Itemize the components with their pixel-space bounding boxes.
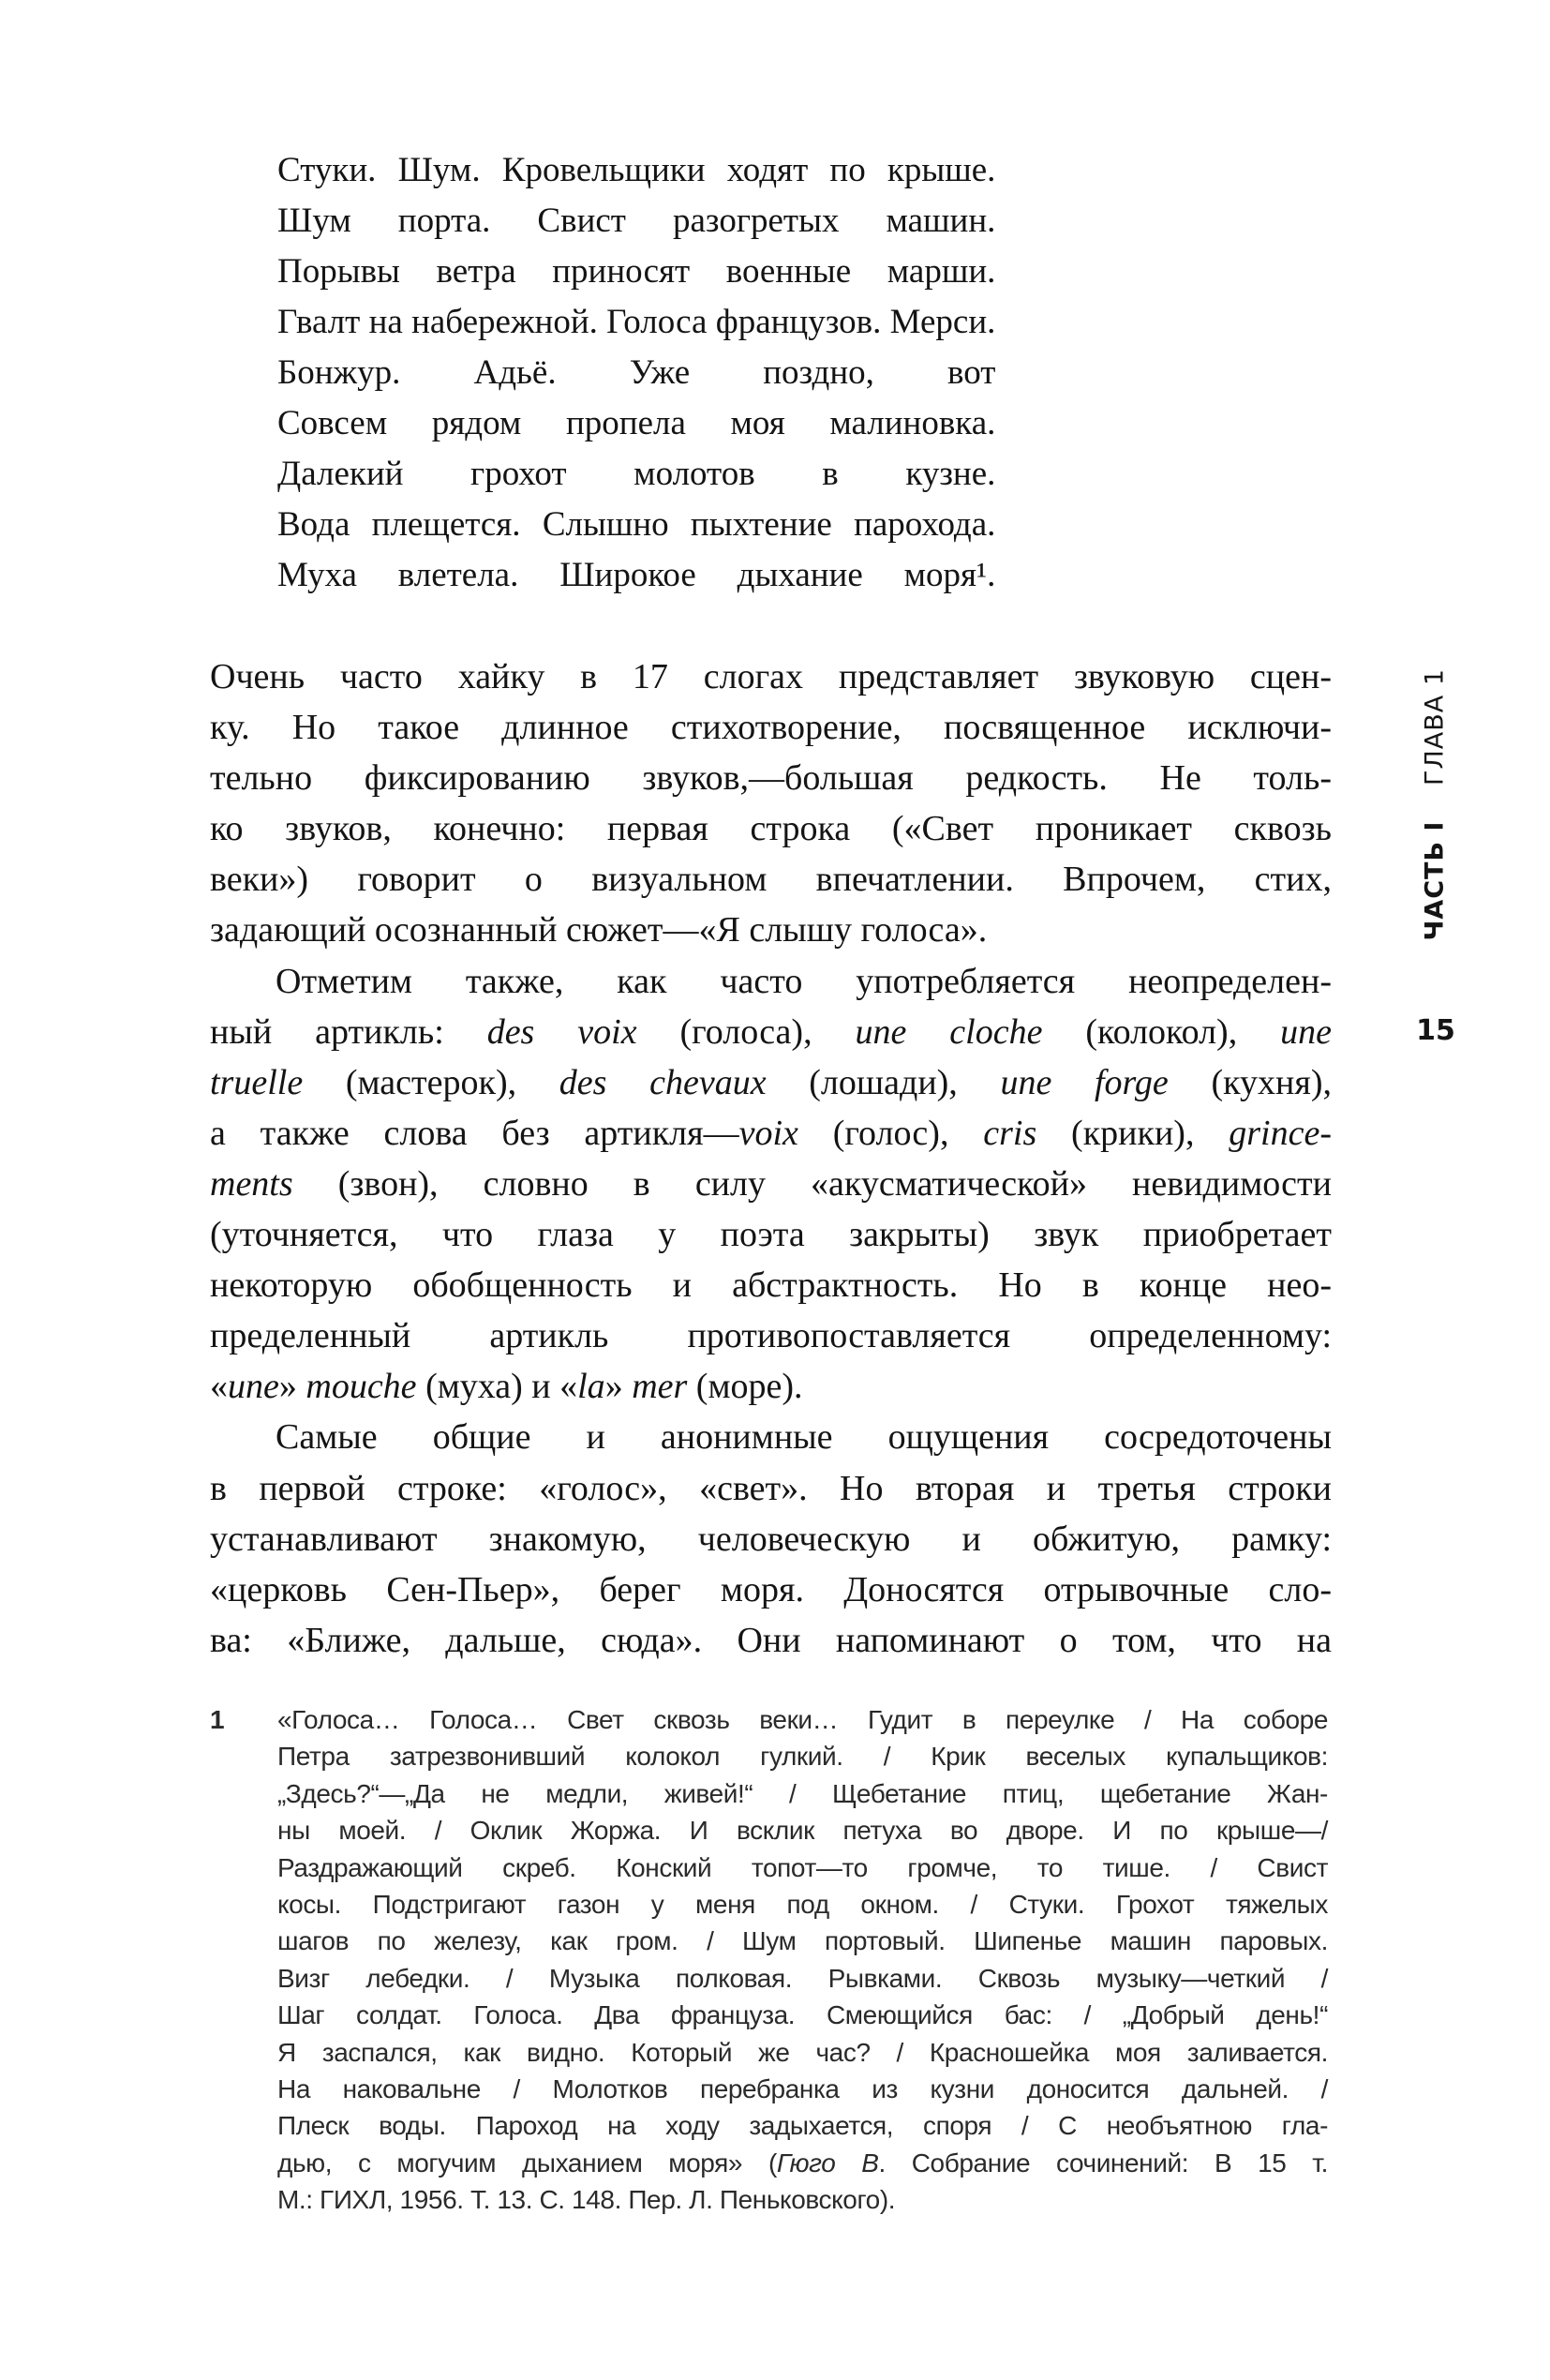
text-run: (кухня), [1168, 1062, 1333, 1102]
text-run: Визг лебедки. / Музыка полковая. Рывками. Сквозь музыку—четкий / [277, 1963, 1328, 1993]
text-run: (лошади), [766, 1062, 1001, 1102]
footnote-line [277, 1997, 1328, 2033]
page-number: 15 [1416, 1014, 1455, 1047]
italic-text: une forge [1000, 1062, 1169, 1102]
text-run: « [210, 1367, 228, 1407]
text-run: в первой строке: «голос», «свет». Но вторая и третья строки [210, 1468, 1332, 1508]
text-run: (колокол), [1042, 1011, 1281, 1052]
italic-text: ments [210, 1163, 293, 1204]
footnote-line [277, 2145, 1328, 2181]
text-line [210, 1007, 1332, 1057]
footnote-line [277, 1886, 1328, 1923]
italic-text: des chevaux [559, 1062, 767, 1102]
footnote-line [277, 1849, 1328, 1886]
text-run: На наковальне / Молотков перебранка из кузни доносится дальней. / [277, 2073, 1328, 2103]
text-run: косы. Подстригают газон у меня под окном. / Стуки. Грохот тяжелых [277, 1889, 1328, 1919]
text-line [210, 651, 1332, 702]
footnote-line [277, 1960, 1328, 1997]
text-line [210, 1260, 1332, 1310]
footnote [210, 1701, 1328, 2218]
text-run: пределенный артикль противопоставляется определенному: [210, 1316, 1332, 1356]
text-line [210, 1108, 1332, 1159]
running-head-chapter: ГЛАВА 1 [1420, 668, 1450, 786]
text-line [210, 702, 1332, 753]
text-run: веки») говорит о визуальном впечатлении. Впрочем, стих, [210, 860, 1332, 900]
poem-line: Бонжур. Адьё. Уже поздно, вот [277, 353, 996, 392]
text-run: » [604, 1367, 633, 1407]
text-line [210, 1361, 1332, 1412]
text-run: дью, с могучим дыханием моря» ( [277, 2148, 777, 2178]
text-run: ны моей. / Оклик Жоржа. И всклик петуха во дворе. И по крыше—/ [277, 1816, 1328, 1846]
text-run: ва: «Ближе, дальше, сюда». Они напоминают о том, что на [210, 1620, 1332, 1660]
footnote-line [277, 1812, 1328, 1849]
text-run: шагов по железу, как гром. / Шум портовый. Шипенье машин паровых. [277, 1926, 1328, 1956]
text-line [210, 956, 1332, 1007]
text-run: «церковь Сен-Пьер», берег моря. Доносятся отрывочные сло- [210, 1569, 1332, 1609]
text-line [210, 1159, 1332, 1209]
poem-line: Муха влетела. Широкое дыхание моря¹. [277, 556, 996, 594]
poem-line: Гвалт на набережной. Голоса французов. Мерси. [277, 303, 996, 341]
italic-text: cris [983, 1113, 1037, 1153]
running-head-part: ЧАСТЬ I [1420, 820, 1450, 941]
text-run: М.: ГИХЛ, 1956. Т. 13. С. 148. Пер. Л. Пеньковского). [277, 2185, 896, 2215]
text-run: (уточняется, что глаза у поэта закрыты) звук приобретает [210, 1215, 1332, 1255]
text-run: . Собрание сочинений: В 15 т. [878, 2148, 1328, 2178]
italic-text: grince- [1229, 1113, 1332, 1153]
text-run: некоторую обобщенность и абстрактность. Но в конце нео- [210, 1265, 1332, 1306]
text-line [210, 1057, 1332, 1108]
italic-text: mer [632, 1367, 688, 1407]
text-line [210, 1310, 1332, 1361]
text-run: ко звуков, конечно: первая строка («Свет проникает сквозь [210, 809, 1332, 849]
text-line [210, 1412, 1332, 1462]
footnote-line [277, 1701, 1328, 1738]
italic-text: Гюго В [776, 2148, 879, 2178]
poem-line: Вода плещется. Слышно пыхтение парохода. [277, 505, 996, 544]
paragraph [210, 651, 1332, 956]
footnote-line [277, 1775, 1328, 1812]
text-run: Я заспался, как видно. Который же час? / Красношейка моя заливается. [277, 2037, 1328, 2067]
text-run: (мастерок), [303, 1062, 559, 1102]
italic-text: truelle [210, 1062, 304, 1102]
poem-line: Стуки. Шум. Кровельщики ходят по крыше. [277, 151, 996, 189]
text-run: ку. Но такое длинное стихотворение, посвященное исключи- [210, 708, 1332, 748]
text-run: устанавливают знакомую, человеческую и обжитую, рамку: [210, 1519, 1332, 1559]
text-run: (голоса), [636, 1011, 856, 1052]
text-run: » [278, 1367, 306, 1407]
text-run: Шаг солдат. Голоса. Два француза. Смеющийся бас: / „Добрый день!“ [277, 2000, 1328, 2030]
text-run: (муха) и « [416, 1367, 578, 1407]
paragraph [210, 1412, 1332, 1665]
text-run: (звон), словно в силу «акусматической» невидимости [292, 1163, 1332, 1204]
footnote-line [277, 2034, 1328, 2071]
poem-block [277, 145, 995, 601]
text-line [210, 1564, 1332, 1615]
text-run: тельно фиксированию звуков,—большая редкость. Не толь- [210, 758, 1332, 799]
text-line [210, 905, 1332, 955]
paragraph [210, 956, 1332, 1413]
text-run: Отметим также, как часто употребляется неопределен- [276, 961, 1332, 1001]
poem-line: Порывы ветра приносят военные марши. [277, 252, 996, 291]
footnote-line [277, 1738, 1328, 1774]
italic-text: une [1280, 1011, 1333, 1052]
text-run: Петра затрезвонивший колокол гулкий. / Крик веселых купальщиков: [277, 1742, 1328, 1772]
text-line [210, 803, 1332, 854]
text-line [210, 1615, 1332, 1666]
body-text [210, 651, 1332, 1666]
text-line [210, 854, 1332, 905]
text-run: задающий осознанный сюжет—«Я слышу голоса». [210, 910, 988, 951]
poem-line: Далекий грохот молотов в кузне. [277, 455, 996, 493]
text-run: Раздражающий скреб. Конский топот—то громче, то тише. / Свист [277, 1852, 1328, 1882]
text-run: Плеск воды. Пароход на ходу задыхается, споря / С необъятною гла- [277, 2111, 1328, 2141]
text-run: „Здесь?“—„Да не медли, живей!“ / Щебетание птиц, щебетание Жан- [277, 1778, 1328, 1808]
text-line [210, 1463, 1332, 1514]
italic-text: mouche [306, 1367, 417, 1407]
text-run: «Голоса… Голоса… Свет сквозь веки… Гудит в переулке / На соборе [277, 1705, 1328, 1734]
footnote-text [277, 1701, 1328, 2218]
italic-text: une [228, 1367, 279, 1407]
poem-line: Шум порта. Свист разогретых машин. [277, 202, 996, 240]
italic-text: voix [738, 1113, 798, 1153]
text-run: (крики), [1036, 1113, 1230, 1153]
text-line [210, 753, 1332, 803]
text-run: ный артикль: [210, 1011, 487, 1052]
poem-line: Совсем рядом пропела моя малиновка. [277, 404, 996, 442]
text-run: Самые общие и анонимные ощущения сосредоточены [276, 1417, 1332, 1458]
footnote-line [277, 2181, 1328, 2218]
footnote-number: 1 [210, 1705, 225, 1734]
italic-text: une cloche [855, 1011, 1043, 1052]
footnote-line [277, 2071, 1328, 2107]
text-run: (голос), [797, 1113, 984, 1153]
footnote-line [277, 1923, 1328, 1959]
text-line [210, 1209, 1332, 1260]
text-run: а также слова без артикля— [210, 1113, 739, 1153]
footnote-line [277, 2107, 1328, 2144]
text-line [210, 1514, 1332, 1564]
italic-text: la [577, 1367, 605, 1407]
text-run: Очень часто хайку в 17 слогах представляет звуковую сцен- [210, 657, 1332, 696]
text-run: (море). [687, 1367, 803, 1407]
italic-text: des voix [486, 1011, 637, 1052]
